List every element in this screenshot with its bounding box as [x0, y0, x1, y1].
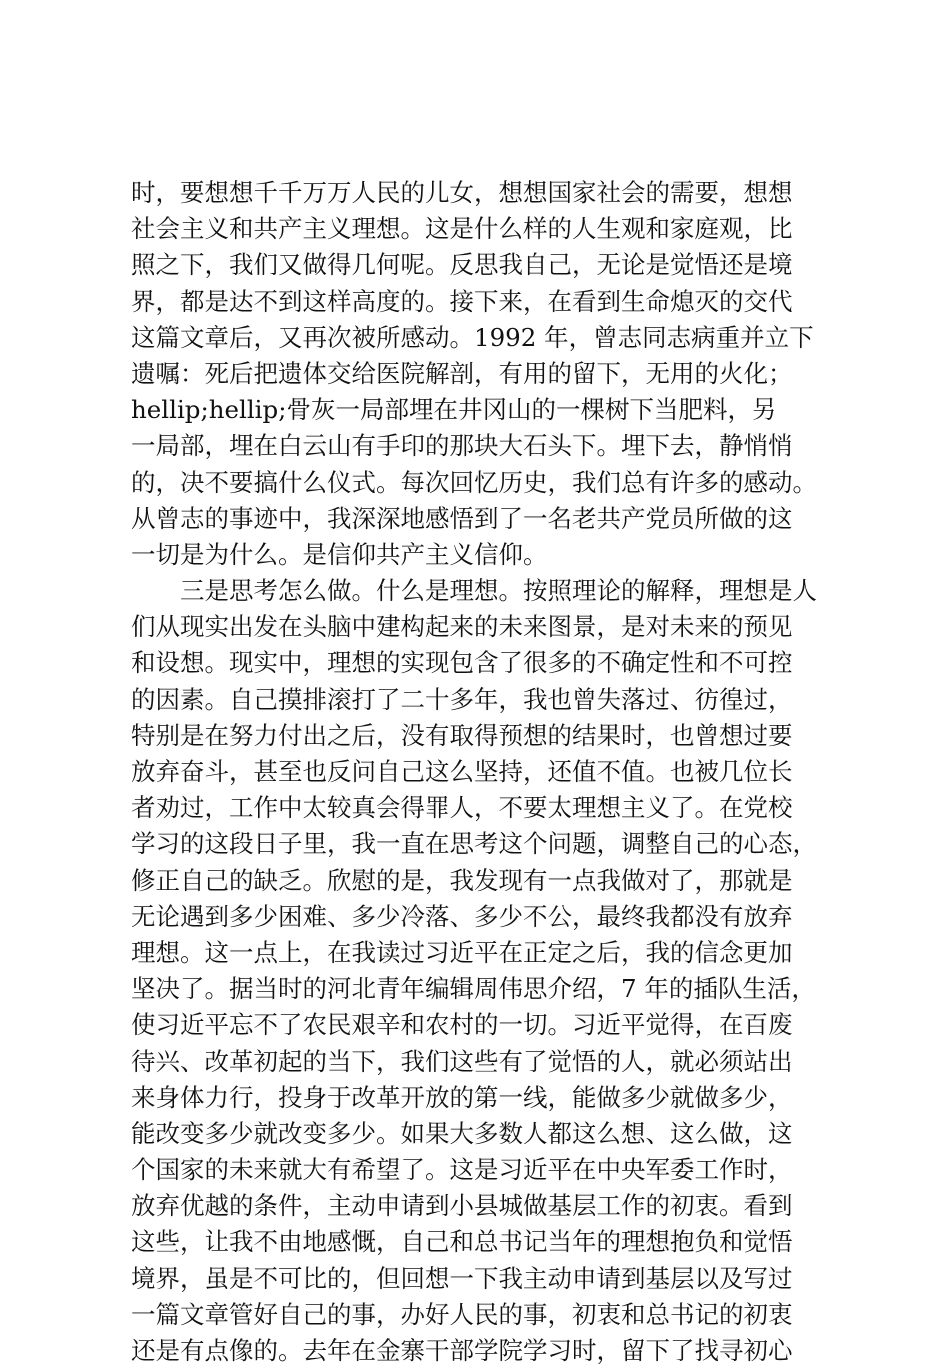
text-line: 境界，虽是不可比的，但回想一下我主动申请到基层以及写过: [131, 1263, 793, 1293]
text-line: 还是有点像的。去年在金寨干部学院学习时，留下了找寻初心: [131, 1336, 793, 1365]
text-line: 这篇文章后，又再次被所感动。1992 年，曾志同志病重并立下: [131, 322, 814, 352]
text-line: 时，要想想千千万万人民的儿女，想想国家社会的需要，想想: [131, 178, 793, 207]
body-text: [131, 175, 831, 1369]
text-line: 的因素。自己摸排滚打了二十多年，我也曾失落过、彷徨过，: [131, 684, 793, 714]
text-line: 遗嘱：死后把遗体交给医院解剖，有用的留下，无用的火化；: [131, 358, 793, 388]
text-line: 者劝过，工作中太较真会得罪人，不要太理想主义了。在党校: [131, 793, 793, 823]
text-line: 和设想。现实中，理想的实现包含了很多的不确定性和不可控: [131, 648, 793, 678]
text-line: 待兴、改革初起的当下，我们这些有了觉悟的人，就必须站出: [131, 1046, 793, 1076]
text-line: 理想。这一点上，在我读过习近平在正定之后，我的信念更加: [131, 937, 793, 967]
text-line: 特别是在努力付出之后，没有取得预想的结果时，也曾想过要: [131, 720, 793, 750]
text-line: 从曾志的事迹中，我深深地感悟到了一名老共产党员所做的这: [131, 503, 793, 533]
text-line: 一局部，埋在白云山有手印的那块大石头下。埋下去，静悄悄: [131, 431, 793, 461]
text-line: 一篇文章管好自己的事，办好人民的事，初衷和总书记的初衷: [131, 1299, 793, 1329]
text-line: 照之下，我们又做得几何呢。反思我自己，无论是觉悟还是境: [131, 250, 793, 280]
text-line: 无论遇到多少困难、多少冷落、多少不公，最终我都没有放弃: [131, 901, 793, 931]
text-line: 来身体力行，投身于改革开放的第一线，能做多少就做多少，: [131, 1082, 793, 1112]
text-line: 修正自己的缺乏。欣慰的是，我发现有一点我做对了，那就是: [131, 865, 793, 895]
text-line: 界，都是达不到这样高度的。接下来，在看到生命熄灭的交代: [131, 286, 793, 316]
text-line: 社会主义和共产主义理想。这是什么样的人生观和家庭观，比: [131, 214, 793, 244]
text-line: 们从现实出发在头脑中建构起来的未来图景，是对未来的预见: [131, 612, 793, 642]
text-line: 放弃奋斗，甚至也反问自己这么坚持，还值不值。也被几位长: [131, 757, 793, 786]
text-line: 能改变多少就改变多少。如果大多数人都这么想、这么做，这: [131, 1118, 793, 1148]
text-line: 这些，让我不由地感慨，自己和总书记当年的理想抱负和觉悟: [131, 1227, 793, 1257]
text-line: 的，决不要搞什么仪式。每次回忆历史，我们总有许多的感动。: [131, 467, 817, 497]
text-line: 学习的这段日子里，我一直在思考这个问题，调整自己的心态，: [131, 829, 817, 859]
text-line: 使习近平忘不了农民艰辛和农村的一切。习近平觉得，在百废: [131, 1010, 793, 1040]
text-line: 放弃优越的条件，主动申请到小县城做基层工作的初衷。看到: [131, 1191, 793, 1221]
text-line: 一切是为什么。是信仰共产主义信仰。: [131, 539, 548, 569]
text-line: 坚决了。据当时的河北青年编辑周伟思介绍，7 年的插队生活，: [131, 974, 816, 1004]
text-line: hellip;hellip;骨灰一局部埋在井冈山的一棵树下当肥料，另: [131, 395, 777, 425]
paragraph-start-line: 三是思考怎么做。什么是理想。按照理论的解释，理想是人: [180, 576, 817, 606]
text-line: 个国家的未来就大有希望了。这是习近平在中央军委工作时，: [131, 1155, 793, 1185]
